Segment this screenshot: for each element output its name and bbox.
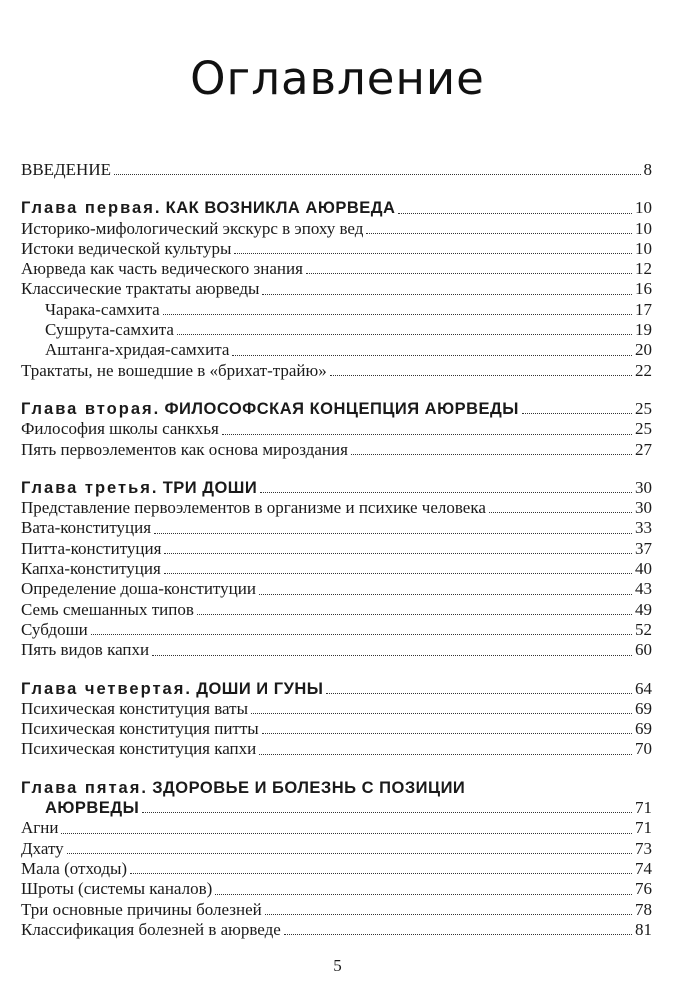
- leader-dots: [152, 650, 632, 656]
- toc-entry[interactable]: [21, 498, 652, 518]
- chapter-page: 25: [635, 398, 652, 418]
- leader-dots: [262, 289, 632, 295]
- chapter-page: 71: [635, 798, 652, 818]
- toc-entry[interactable]: [21, 719, 652, 739]
- chapter-title: ФИЛОСОФСКАЯ КОНЦЕПЦИЯ АЮРВЕДЫ: [164, 399, 519, 418]
- leader-dots: [262, 728, 632, 734]
- toc-entry-label: Вата-конституция: [21, 518, 152, 538]
- leader-dots: [234, 248, 632, 254]
- toc-entry-label: Капха-конституция: [21, 559, 161, 579]
- toc-subentry[interactable]: [21, 300, 652, 320]
- leader-dots: [164, 568, 632, 574]
- chapter-title: ДОШИ И ГУНЫ: [196, 679, 324, 698]
- toc-entry-page: 33: [635, 518, 652, 538]
- toc-entry-page: 30: [635, 498, 652, 518]
- leader-dots: [91, 629, 632, 635]
- toc-entry-page: 27: [635, 439, 652, 459]
- toc-entry[interactable]: [21, 739, 652, 759]
- toc-entry[interactable]: [21, 699, 652, 719]
- leader-dots: [164, 548, 632, 554]
- toc-entry-label: Истоки ведической культуры: [21, 238, 232, 258]
- leader-dots: [260, 487, 632, 493]
- toc-intro[interactable]: [21, 160, 652, 180]
- toc-entry[interactable]: [21, 279, 652, 299]
- toc-entry-label: Дхату: [21, 838, 64, 858]
- toc-entry[interactable]: [21, 640, 652, 660]
- toc-entry[interactable]: [21, 859, 652, 879]
- toc-intro-page: 8: [643, 160, 652, 179]
- leader-dots: [177, 329, 632, 335]
- leader-dots: [215, 889, 632, 895]
- leader-dots: [130, 868, 632, 874]
- toc-entry-label: Аюрведа как часть ведического знания: [21, 259, 303, 279]
- toc-entry-page: 70: [635, 739, 652, 759]
- table-of-contents: [21, 160, 652, 940]
- chapter-heading[interactable]: [21, 198, 652, 218]
- toc-entry-page: 12: [635, 259, 652, 279]
- chapter-page: 30: [635, 477, 652, 497]
- leader-dots: [163, 309, 632, 315]
- toc-entry-label: Историко-мифологический экскурс в эпоху вед: [21, 218, 364, 238]
- toc-entry[interactable]: [21, 419, 652, 439]
- leader-dots: [284, 929, 632, 935]
- toc-entry-page: 81: [635, 919, 652, 939]
- toc-entry-page: 40: [635, 559, 652, 579]
- toc-entry[interactable]: [21, 818, 652, 838]
- chapter-page: 10: [635, 198, 652, 218]
- leader-dots: [154, 528, 632, 534]
- page-title: Оглавление: [190, 52, 485, 105]
- leader-dots: [326, 688, 632, 694]
- leader-dots: [489, 507, 632, 513]
- toc-entry[interactable]: [21, 361, 652, 381]
- leader-dots: [259, 589, 632, 595]
- leader-dots: [114, 169, 641, 175]
- toc-entry-label: Трактаты, не вошедшие в «брихат-трайю»: [21, 360, 327, 380]
- toc-entry-page: 19: [635, 320, 652, 340]
- chapter-number: Глава четвертая.: [21, 679, 192, 698]
- toc-entry-page: 10: [635, 218, 652, 238]
- toc-entry-page: 10: [635, 238, 652, 258]
- toc-entry[interactable]: [21, 879, 652, 899]
- chapter-heading[interactable]: [21, 399, 652, 419]
- toc-entry-page: 74: [635, 858, 652, 878]
- toc-entry-page: 37: [635, 538, 652, 558]
- leader-dots: [351, 449, 632, 455]
- chapter-heading[interactable]: [21, 478, 652, 498]
- toc-entry-label: Психическая конституция питты: [21, 719, 259, 739]
- toc-entry-page: 78: [635, 899, 652, 919]
- leader-dots: [398, 208, 632, 214]
- toc-entry-label: Мала (отходы): [21, 858, 128, 878]
- toc-entry[interactable]: [21, 839, 652, 859]
- toc-entry[interactable]: [21, 518, 652, 538]
- toc-entry-page: 22: [635, 360, 652, 380]
- leader-dots: [61, 828, 632, 834]
- chapter-heading[interactable]: [21, 679, 652, 699]
- leader-dots: [197, 609, 632, 615]
- chapter-page: 64: [635, 678, 652, 698]
- toc-entry[interactable]: [21, 900, 652, 920]
- leader-dots: [330, 370, 632, 376]
- toc-entry-label: Агни: [21, 818, 59, 838]
- toc-entry-page: 76: [635, 879, 652, 899]
- toc-entry[interactable]: [21, 620, 652, 640]
- toc-entry-label: Философия школы санкхья: [21, 419, 219, 439]
- leader-dots: [222, 429, 632, 435]
- leader-dots: [265, 909, 632, 915]
- chapter-title-continued: АЮРВЕДЫ: [45, 799, 140, 818]
- toc-entry-label: Классификация болезней в аюрведе: [21, 919, 281, 939]
- toc-entry-page: 69: [635, 698, 652, 718]
- leader-dots: [232, 350, 632, 356]
- leader-dots: [251, 708, 632, 714]
- chapter-title: КАК ВОЗНИКЛА АЮРВЕДА: [165, 199, 396, 218]
- toc-entry-label: Пять видов капхи: [21, 640, 150, 660]
- toc-entry-label: Пять первоэлементов как основа мироздания: [21, 439, 348, 459]
- toc-entry[interactable]: [21, 259, 652, 279]
- chapter-number: Глава пятая.: [21, 778, 148, 797]
- toc-entry[interactable]: [21, 600, 652, 620]
- chapter-heading[interactable]: [21, 778, 652, 798]
- toc-entry-label: Шроты (системы каналов): [21, 879, 213, 899]
- chapter-title: ЗДОРОВЬЕ И БОЛЕЗНЬ С ПОЗИЦИИ: [152, 778, 466, 797]
- toc-entry-label: Три основные причины болезней: [21, 899, 262, 919]
- chapter-title: ТРИ ДОШИ: [162, 478, 258, 497]
- toc-entry-page: 20: [635, 340, 652, 360]
- toc-entry-label: Классические трактаты аюрведы: [21, 279, 260, 299]
- toc-entry-page: 52: [635, 619, 652, 639]
- toc-entry-label: Питта-конституция: [21, 538, 162, 558]
- toc-entry[interactable]: [21, 440, 652, 460]
- toc-entry-label: Сушрута-самхита: [45, 320, 174, 340]
- toc-entry-page: 17: [635, 299, 652, 319]
- toc-entry-page: 25: [635, 419, 652, 439]
- toc-entry-label: Психическая конституция ваты: [21, 698, 248, 718]
- toc-entry-page: 71: [635, 818, 652, 838]
- toc-entry-page: 60: [635, 640, 652, 660]
- leader-dots: [259, 749, 632, 755]
- toc-entry-page: 73: [635, 838, 652, 858]
- toc-entry[interactable]: [21, 579, 652, 599]
- toc-intro-label: ВВЕДЕНИЕ: [21, 160, 111, 179]
- toc-entry-label: Определение доша-конституции: [21, 579, 256, 599]
- leader-dots: [67, 848, 632, 854]
- toc-entry[interactable]: [21, 920, 652, 940]
- toc-subentry[interactable]: [21, 320, 652, 340]
- chapter-number: Глава третья.: [21, 478, 159, 497]
- chapter-number: Глава вторая.: [21, 399, 161, 418]
- toc-entry[interactable]: [21, 219, 652, 239]
- chapter-heading-continued[interactable]: [21, 798, 652, 818]
- toc-entry-page: 49: [635, 599, 652, 619]
- toc-subentry[interactable]: [21, 340, 652, 360]
- leader-dots: [522, 408, 632, 414]
- toc-entry-label: Семь смешанных типов: [21, 599, 194, 619]
- chapter-number: Глава первая.: [21, 199, 162, 218]
- toc-entry-label: Чарака-самхита: [45, 299, 160, 319]
- page-number: 5: [333, 956, 342, 975]
- leader-dots: [306, 268, 632, 274]
- toc-entry[interactable]: [21, 539, 652, 559]
- toc-entry-page: 69: [635, 719, 652, 739]
- toc-entry-page: 43: [635, 579, 652, 599]
- toc-entry-label: Психическая конституция капхи: [21, 739, 257, 759]
- leader-dots: [142, 807, 632, 813]
- toc-entry-page: 16: [635, 279, 652, 299]
- toc-entry[interactable]: [21, 559, 652, 579]
- toc-entry[interactable]: [21, 239, 652, 259]
- leader-dots: [366, 228, 632, 234]
- toc-entry-label: Субдоши: [21, 619, 88, 639]
- toc-entry-label: Аштанга-хридая-самхита: [45, 340, 230, 360]
- toc-entry-label: Представление первоэлементов в организме и психике человека: [21, 498, 486, 518]
